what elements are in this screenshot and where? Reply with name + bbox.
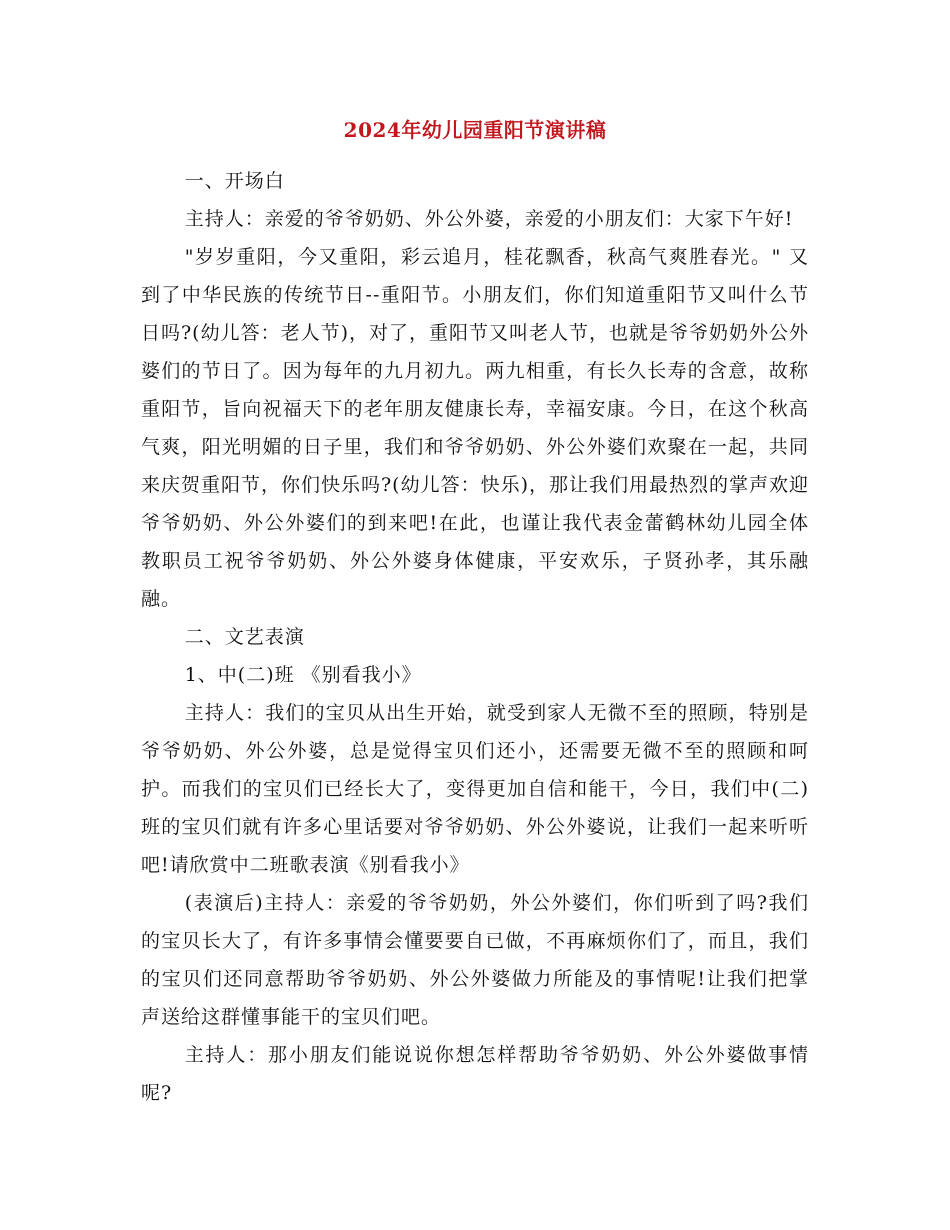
document-title: 2024年幼儿园重阳节演讲稿 (343, 118, 607, 142)
paragraph-introduction: "岁岁重阳，今又重阳，彩云追月，桂花飘香，秋高气爽胜春光。" 又到了中华民族的传统节日--重阳节。小朋友们，你们知道重阳节又叫什么节日吗?(幼儿答：老人节)，对了，重阳节又叫老人节，也就是爷爷奶奶外公外婆们的节日了。因为每年的九月初九。两九相重，有长久长寿的含意，故称重阳节，旨向祝福天下的老年朋友健康长寿，幸福安康。今日，在这个秋高气爽，阳光明媚的日子里，我们和爷爷奶奶、外公外婆们欢聚在一起，共同来庆贺重阳节，你们快乐吗?(幼儿答：快乐)，那让我们用最热烈的掌声欢迎爷爷奶奶、外公外婆们的到来吧!在此，也谨让我代表金蕾鹤林幼儿园全体教职员工祝爷爷奶奶、外公外婆身体健康，平安欢乐，子贤孙孝，其乐融融。 (141, 246, 810, 610)
paragraph-host-intro: 主持人：我们的宝贝从出生开始，就受到家人无微不至的照顾，特别是爷爷奶奶、外公外婆，总是觉得宝贝们还小，还需要无微不至的照顾和呵护。而我们的宝贝们已经长大了，变得更加自信和能干，今日，我们中(二)班的宝贝们就有许多心里话要对爷爷奶奶、外公外婆说，让我们一起来听听吧!请欣赏中二班歌表演《别看我小》 (141, 702, 809, 876)
section-heading-performance: 二、文艺表演 (184, 626, 305, 648)
program-item-heading: 1、中(二)班 《别看我小》 (184, 664, 422, 686)
paragraph-greeting: 主持人：亲爱的爷爷奶奶、外公外婆，亲爱的小朋友们：大家下午好! (184, 208, 794, 230)
document-body (141, 162, 809, 1112)
paragraph-host-question: 主持人：那小朋友们能说说你想怎样帮助爷爷奶奶、外公外婆做事情呢? (141, 1044, 809, 1104)
section-heading-opening: 一、开场白 (184, 170, 285, 192)
paragraph-after-performance: (表演后)主持人：亲爱的爷爷奶奶，外公外婆们，你们听到了吗?我们的宝贝长大了，有许多事情会懂要要自已做，不再麻烦你们了，而且，我们的宝贝们还同意帮助爷爷奶奶、外公外婆做力所能及的事情呢!让我们把掌声送给这群懂事能干的宝贝们吧。 (141, 892, 809, 1028)
